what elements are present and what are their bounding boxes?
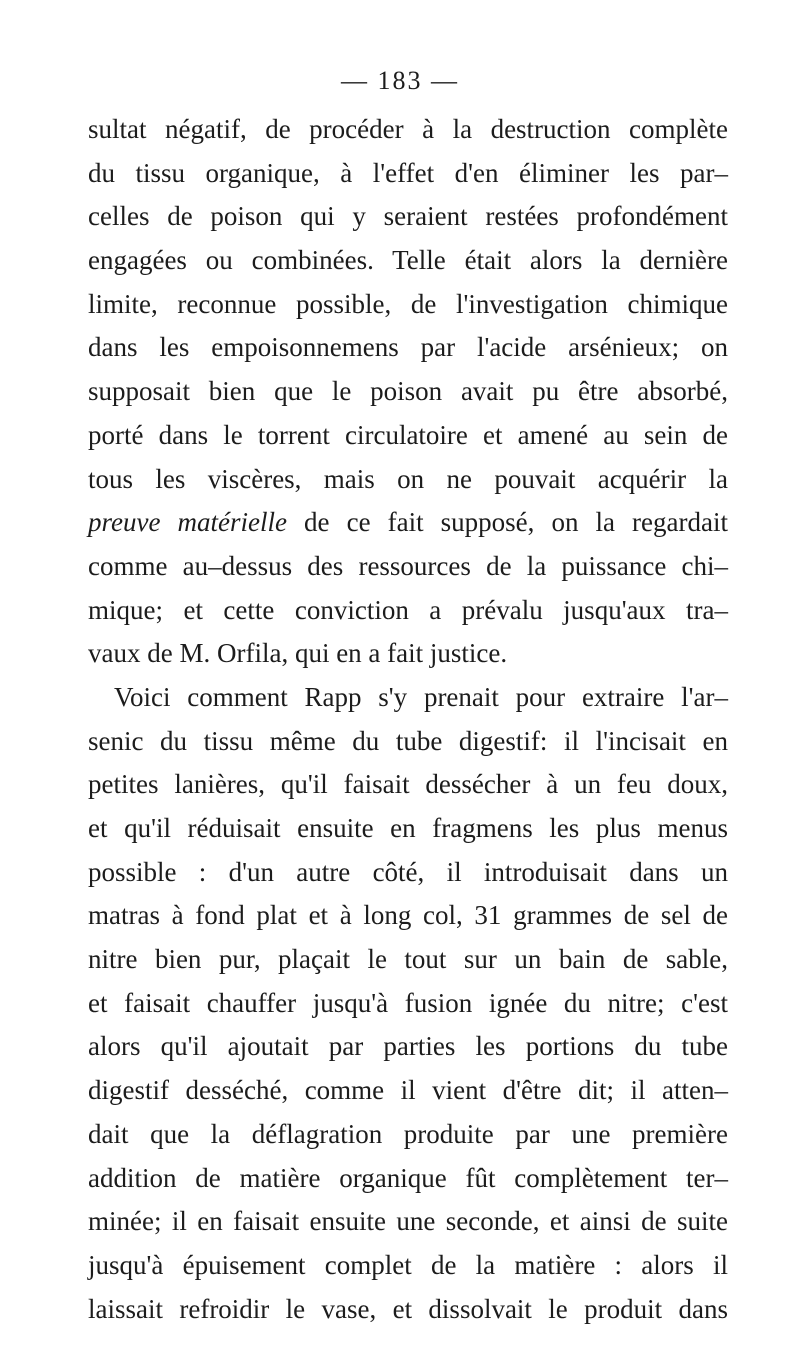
text-line: nitre bien pur, plaçait le tout sur un bain de sable, bbox=[88, 944, 728, 975]
text-line: tous les viscères, mais on ne pouvait acquérir la bbox=[88, 463, 728, 494]
text-line: digestif desséché, comme il vient d'être dit; il atten– bbox=[88, 1075, 728, 1106]
body-text bbox=[88, 108, 728, 1331]
text-line: dait que la déflagration produite par une première bbox=[88, 1118, 728, 1149]
text-line: sultat négatif, de procéder à la destruction complète bbox=[88, 114, 728, 144]
text-line: mique; et cette conviction a prévalu jusqu'aux tra– bbox=[88, 594, 728, 625]
paragraph-first-line: Voici comment Rapp s'y prenait pour extraire l'ar– bbox=[114, 681, 728, 712]
italic-phrase: preuve matérielle bbox=[88, 507, 287, 538]
text-line: celles de poison qui y seraient restées profondément bbox=[88, 201, 728, 232]
text-line: minée; il en faisait ensuite une seconde, et ainsi de suite bbox=[88, 1206, 728, 1237]
text-line: et qu'il réduisait ensuite en fragmens les plus menus bbox=[88, 813, 728, 843]
text-line: possible : d'un autre côté, il introduisait dans un bbox=[88, 856, 728, 887]
paragraph-last-line: vaux de M. Orfila, qui en a fait justice. bbox=[88, 638, 508, 669]
text-segment: de ce fait supposé, on la regardait bbox=[286, 507, 728, 538]
text-line: du tissu organique, à l'effet d'en éliminer les par– bbox=[88, 157, 728, 188]
text-line: matras à fond plat et à long col, 31 grammes de sel de bbox=[88, 900, 728, 931]
text-line: senic du tissu même du tube digestif: il l'incisait en bbox=[88, 725, 728, 756]
text-line: dans les empoisonnemens par l'acide arsénieux; on bbox=[88, 332, 728, 363]
text-line: porté dans le torrent circulatoire et amené au sein de bbox=[88, 419, 728, 450]
text-line: alors qu'il ajoutait par parties les portions du tube bbox=[88, 1031, 728, 1062]
text-line: laissait refroidir le vase, et dissolvait le produit dans bbox=[88, 1293, 728, 1324]
text-line-with-italic bbox=[88, 501, 728, 545]
text-line: et faisait chauffer jusqu'à fusion ignée du nitre; c'est bbox=[88, 987, 728, 1018]
text-line: jusqu'à épuisement complet de la matière : alors il bbox=[88, 1249, 728, 1280]
text-line: limite, reconnue possible, de l'investigation chimique bbox=[88, 288, 728, 319]
text-line: addition de matière organique fût complètement ter– bbox=[88, 1162, 728, 1193]
page-number: — 183 — bbox=[341, 66, 459, 95]
text-line: comme au–dessus des ressources de la puissance chi– bbox=[88, 550, 728, 581]
text-line: petites lanières, qu'il faisait dessécher à un feu doux, bbox=[88, 769, 728, 800]
text-line: supposait bien que le poison avait pu être absorbé, bbox=[88, 376, 728, 407]
text-line: engagées ou combinées. Telle était alors la dernière bbox=[88, 245, 728, 276]
